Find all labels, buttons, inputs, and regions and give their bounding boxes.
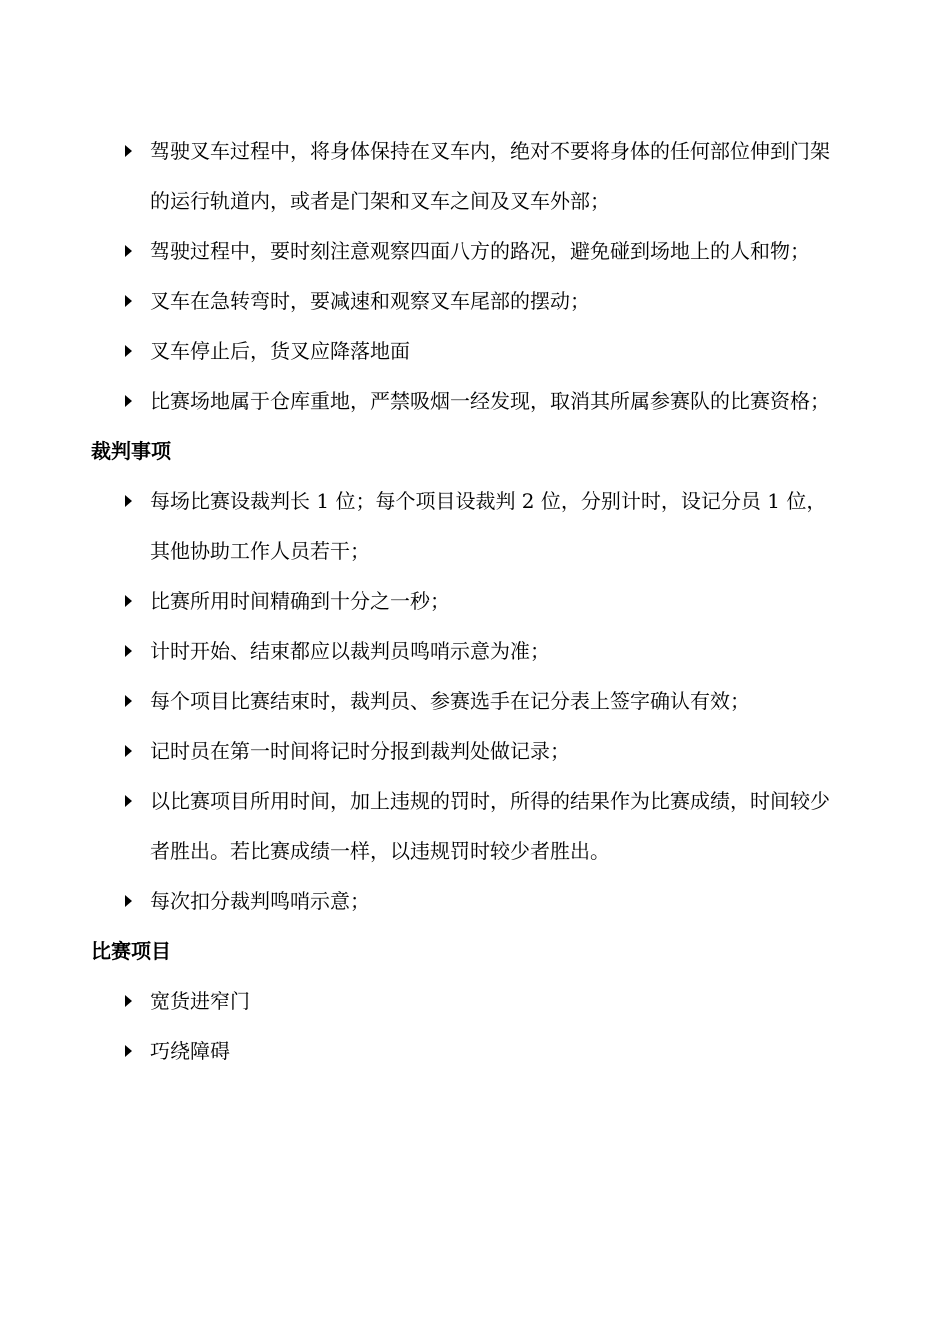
list-item-text: 驾驶叉车过程中，将身体保持在叉车内，绝对不要将身体的任何部位伸到门架的运行轨道内，或者是门架和叉车之间及叉车外部； xyxy=(150,139,830,213)
list-item xyxy=(0,726,830,776)
triangle-bullet-icon xyxy=(125,595,132,607)
referee-rules-section xyxy=(0,476,950,926)
triangle-bullet-icon xyxy=(125,345,132,357)
triangle-bullet-icon xyxy=(125,295,132,307)
triangle-bullet-icon xyxy=(125,695,132,707)
list-item xyxy=(0,626,830,676)
triangle-bullet-icon xyxy=(125,395,132,407)
list-item xyxy=(0,876,830,926)
list-item xyxy=(0,276,830,326)
list-item-text: 每次扣分裁判鸣哨示意； xyxy=(150,889,370,913)
document-body xyxy=(0,126,950,1076)
events-section xyxy=(0,976,950,1076)
list-item xyxy=(0,776,830,876)
list-item xyxy=(0,976,830,1026)
list-item xyxy=(0,476,830,576)
events-section-heading: 比赛项目 xyxy=(91,939,171,963)
list-item xyxy=(0,1026,830,1076)
list-item xyxy=(0,676,830,726)
list-item-text: 计时开始、结束都应以裁判员鸣哨示意为准； xyxy=(150,639,550,663)
triangle-bullet-icon xyxy=(125,895,132,907)
triangle-bullet-icon xyxy=(125,995,132,1007)
list-item-text: 比赛场地属于仓库重地，严禁吸烟一经发现，取消其所属参赛队的比赛资格； xyxy=(150,389,830,413)
list-item-text: 叉车在急转弯时，要减速和观察叉车尾部的摆动； xyxy=(150,289,590,313)
list-item-text: 驾驶过程中，要时刻注意观察四面八方的路况，避免碰到场地上的人和物； xyxy=(150,239,810,263)
triangle-bullet-icon xyxy=(125,1045,132,1057)
triangle-bullet-icon xyxy=(125,645,132,657)
list-item-text: 宽货进窄门 xyxy=(150,989,250,1013)
triangle-bullet-icon xyxy=(125,495,132,507)
list-item xyxy=(0,376,830,426)
list-item-text: 巧绕障碍 xyxy=(150,1039,230,1063)
list-item xyxy=(0,126,830,226)
list-item-text: 每场比赛设裁判长 1 位；每个项目设裁判 2 位，分别计时，设记分员 1 位，其他协助工作人员若干； xyxy=(150,489,827,563)
triangle-bullet-icon xyxy=(125,745,132,757)
list-item xyxy=(0,576,830,626)
list-item-text: 叉车停止后，货叉应降落地面 xyxy=(150,339,410,363)
list-item-text: 比赛所用时间精确到十分之一秒； xyxy=(150,589,450,613)
referee-section-heading: 裁判事项 xyxy=(91,439,171,463)
list-item xyxy=(0,326,830,376)
list-item xyxy=(0,226,830,276)
triangle-bullet-icon xyxy=(125,145,132,157)
triangle-bullet-icon xyxy=(125,795,132,807)
list-item-text: 每个项目比赛结束时，裁判员、参赛选手在记分表上签字确认有效； xyxy=(150,689,750,713)
triangle-bullet-icon xyxy=(125,245,132,257)
safety-rules-section xyxy=(0,126,950,426)
list-item-text: 以比赛项目所用时间，加上违规的罚时，所得的结果作为比赛成绩，时间较少者胜出。若比赛成绩一样，以违规罚时较少者胜出。 xyxy=(150,789,830,863)
list-item-text: 记时员在第一时间将记时分报到裁判处做记录； xyxy=(150,739,570,763)
